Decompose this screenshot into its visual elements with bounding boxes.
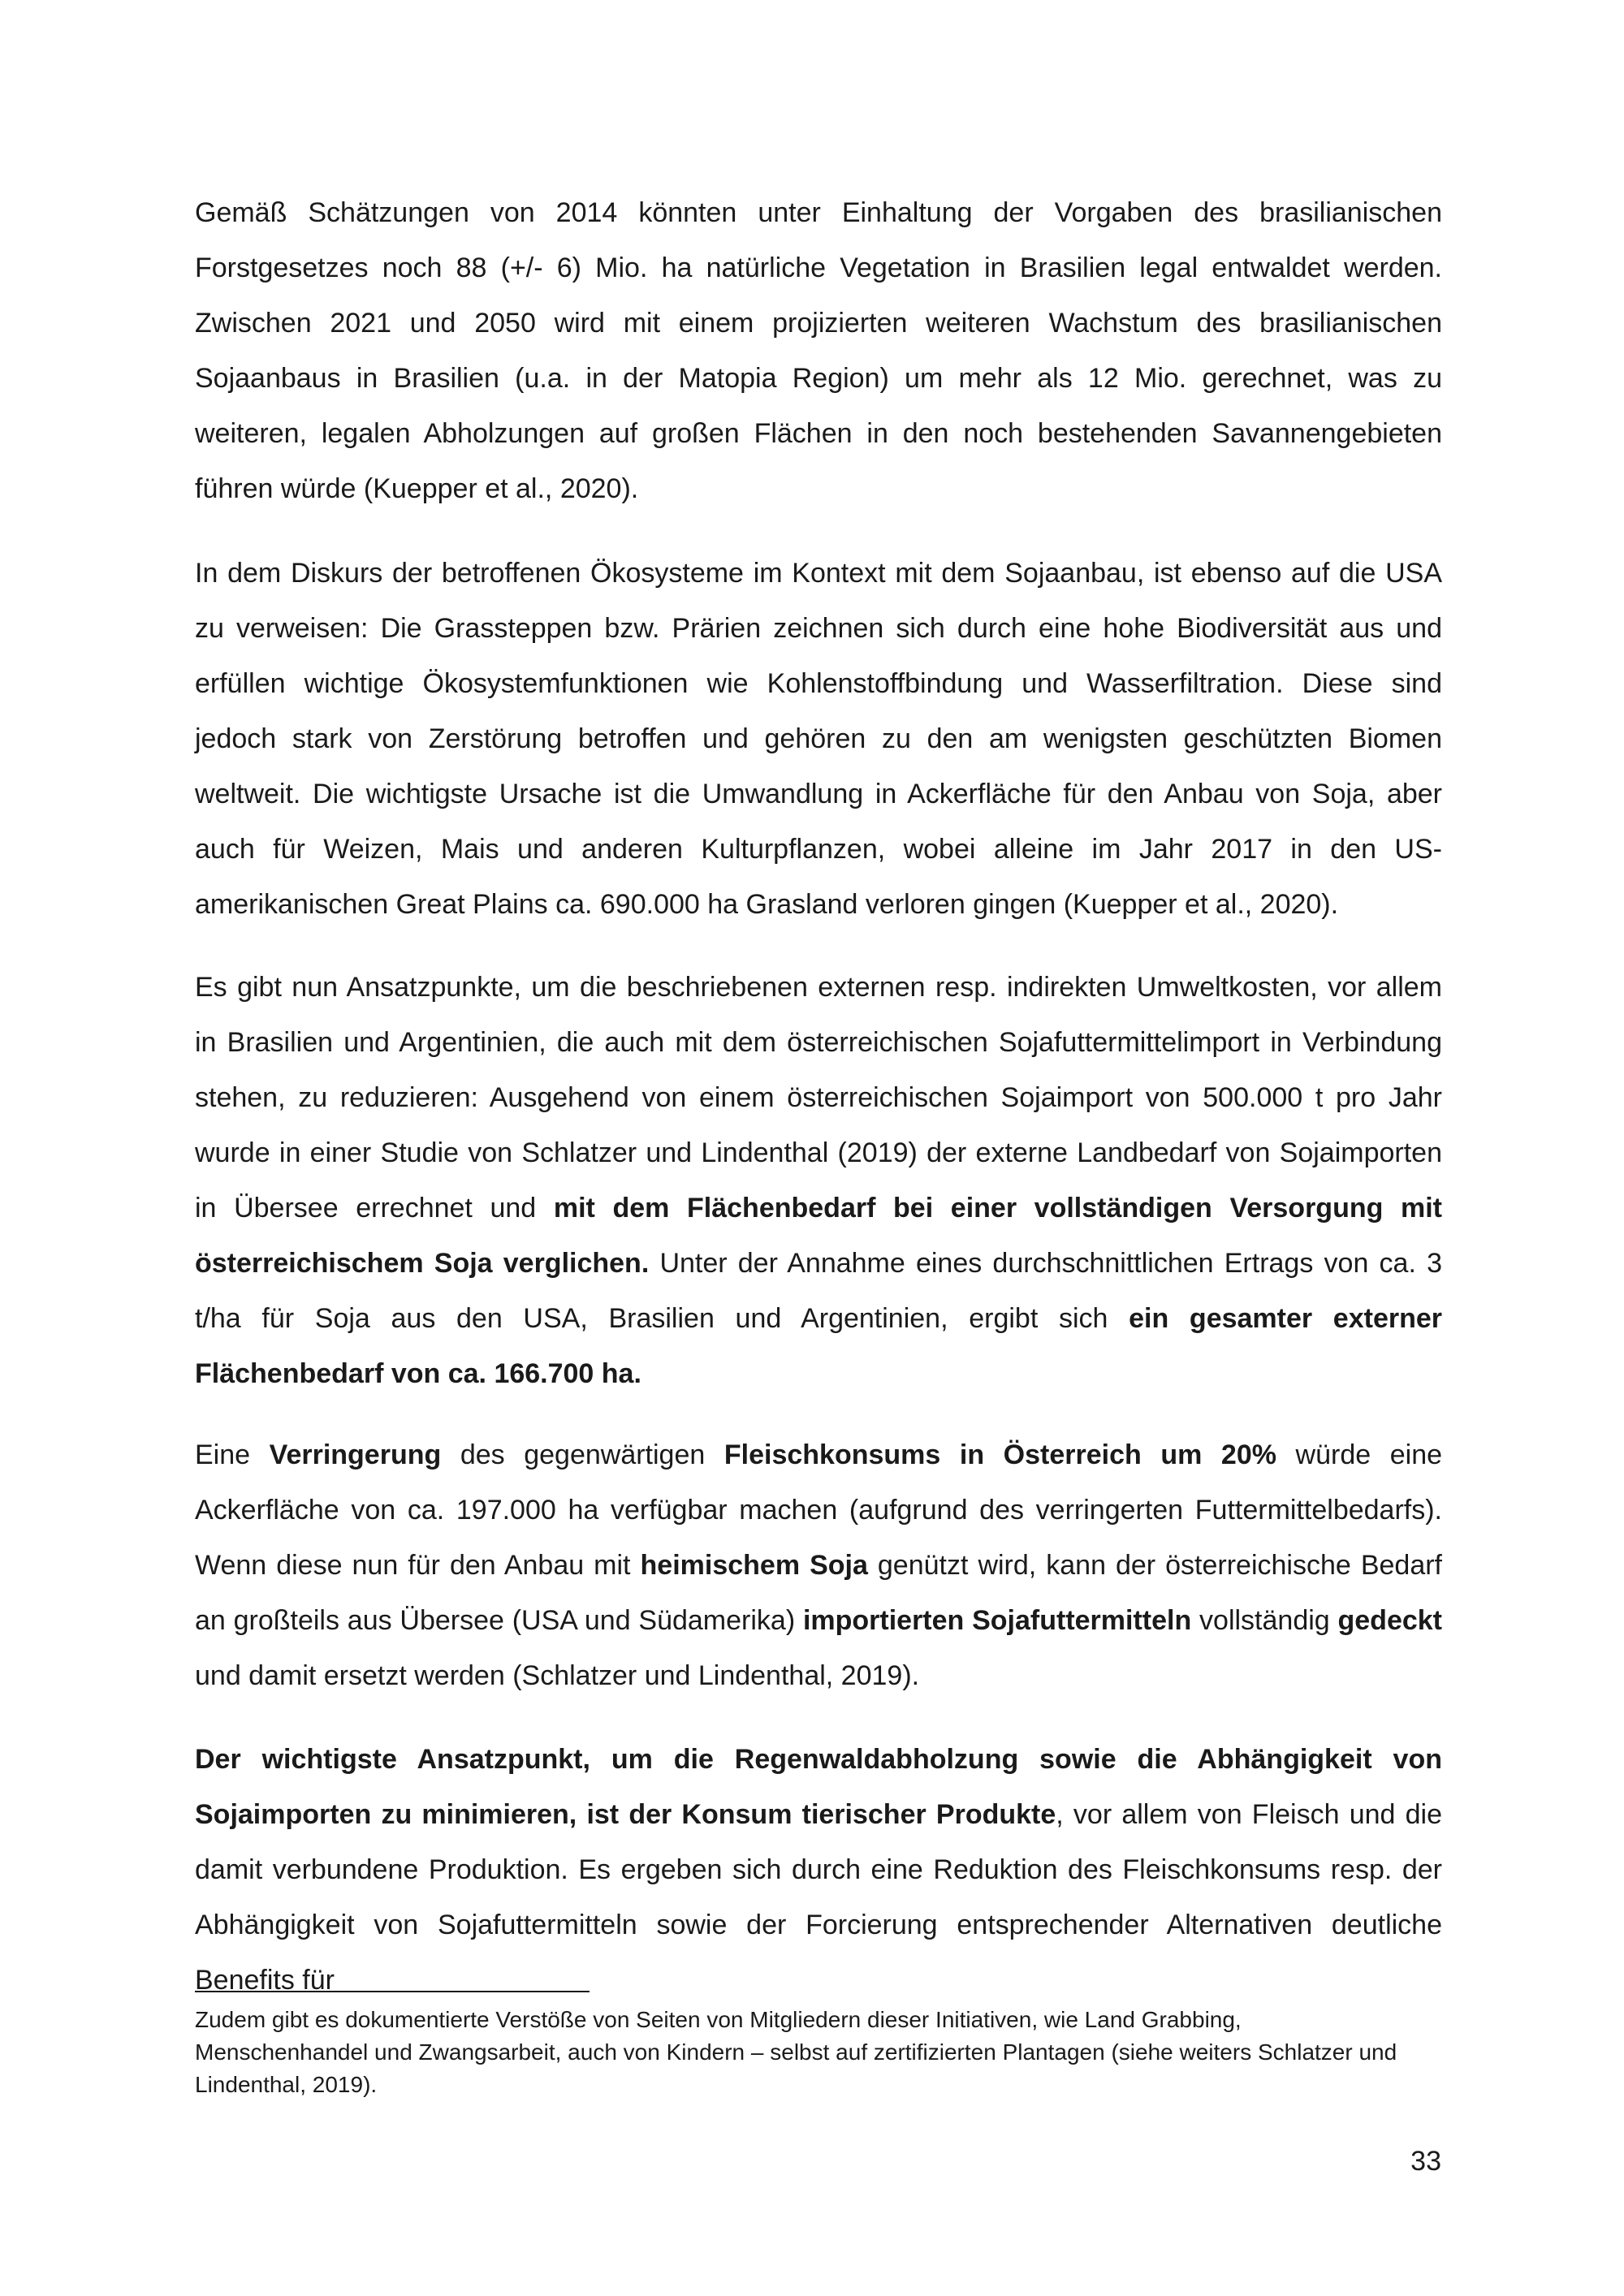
text-run: des gegenwärtigen — [441, 1439, 724, 1470]
text-run: Gemäß Schätzungen von 2014 könnten unter Einhaltung der Vorgaben des brasilianischen Forstgesetzes noch 88 (+/- 6) Mio. ha natürliche Vegetation in Brasilien legal entwaldet werden. Zwischen 2021 und 2050 wird mit einem projizierten weiteren Wachstum des brasilianischen Sojaanbaus in Brasilien (u.a. in der Matopia Region) um mehr als 12 Mio. gerechnet, was zu weiteren, legalen Abholzungen auf großen Flächen in den noch bestehenden Savannengebieten führen würde (Kuepper et al., 2020). — [195, 197, 1442, 504]
bold-text-run: heimischem Soja — [640, 1550, 868, 1581]
body-paragraph — [195, 1427, 1442, 1703]
text-run: genützt wird, kann der österreichische Bedarf an großteils aus Übersee (USA und Südamerika) — [195, 1550, 1442, 1636]
page-number: 33 — [1410, 2146, 1441, 2177]
bold-text-run: gedeckt — [1337, 1605, 1442, 1636]
bold-text-run: Verringerung — [269, 1439, 442, 1470]
text-run: , vor allem von Fleisch und die damit verbundene Produktion. Es ergeben sich durch eine Reduktion des Fleischkonsums resp. der Abhängigkeit von Sojafuttermitteln sowie der Forcierung entsprechender Alternativen deutliche Benefits für — [195, 1799, 1442, 1996]
body-paragraph — [195, 1732, 1442, 2008]
footnote-text: Zudem gibt es dokumentierte Verstöße von Seiten von Mitgliedern dieser Initiativen, wie Land Grabbing, Menschenhandel und Zwangsarbeit, auch von Kindern – selbst auf zertifizierten Plantagen (siehe weiters Schlatzer und Lindenthal, 2019). — [195, 2007, 1397, 2097]
footnote-separator — [195, 1991, 590, 1992]
text-run: Eine — [195, 1439, 270, 1470]
text-run: würde eine Ackerfläche von ca. 197.000 ha verfügbar machen (aufgrund des verringerten Futtermittelbedarfs). Wenn diese nun für den Anbau mit — [195, 1439, 1443, 1581]
body-paragraph — [195, 185, 1442, 516]
bold-text-run: Fleischkonsums in Österreich um 20% — [723, 1439, 1276, 1470]
text-run: Es gibt nun Ansatzpunkte, um die beschriebenen externen resp. indirekten Umweltkosten, vor allem in Brasilien und Argentinien, die auch mit dem österreichischen Sojafuttermittelimport in Verbindung stehen, zu reduzieren: Ausgehend von einem österreichischen Sojaimport von 500.000 t pro Jahr wurde in einer Studie von Schlatzer und Lindenthal (2019) der externe Landbedarf von Sojaimporten in Übersee errechnet und — [195, 972, 1442, 1224]
bold-text-run: ein gesamter externer Flächenbedarf von ca. 166.700 ha. — [195, 1303, 1442, 1389]
bold-text-run: mit dem Flächenbedarf bei einer vollständigen Versorgung mit österreichischem Soja verglichen. — [195, 1193, 1442, 1279]
text-run: und damit ersetzt werden (Schlatzer und Lindenthal, 2019). — [195, 1660, 920, 1691]
bold-text-run: Der wichtigste Ansatzpunkt, um die Regenwaldabholzung sowie die Abhängigkeit von Sojaimporten zu minimieren, ist der Konsum tierischer Produkte — [195, 1744, 1442, 1830]
bold-text-run: importierten Sojafuttermitteln — [802, 1605, 1192, 1636]
body-paragraph — [195, 960, 1442, 1401]
text-run: Unter der Annahme eines durchschnittlichen Ertrags von ca. 3 t/ha für Soja aus den USA, Brasilien und Argentinien, ergibt sich — [195, 1248, 1442, 1334]
body-paragraph — [195, 546, 1442, 932]
text-run: In dem Diskurs der betroffenen Ökosysteme im Kontext mit dem Sojaanbau, ist ebenso auf die USA zu verweisen: Die Grassteppen bzw. Prärien zeichnen sich durch eine hohe Biodiversität aus und erfüllen wichtige Ökosystemfunktionen wie Kohlenstoffbindung und Wasserfiltration. Diese sind jedoch stark von Zerstörung betroffen und gehören zu den am wenigsten geschützten Biomen weltweit. Die wichtigste Ursache ist die Umwandlung in Ackerfläche für den Anbau von Soja, aber auch für Weizen, Mais und anderen Kulturpflanzen, wobei alleine im Jahr 2017 in den US-amerikanischen Great Plains ca. 690.000 ha Grasland verloren gingen (Kuepper et al., 2020). — [195, 558, 1442, 920]
text-run: vollständig — [1191, 1605, 1338, 1636]
